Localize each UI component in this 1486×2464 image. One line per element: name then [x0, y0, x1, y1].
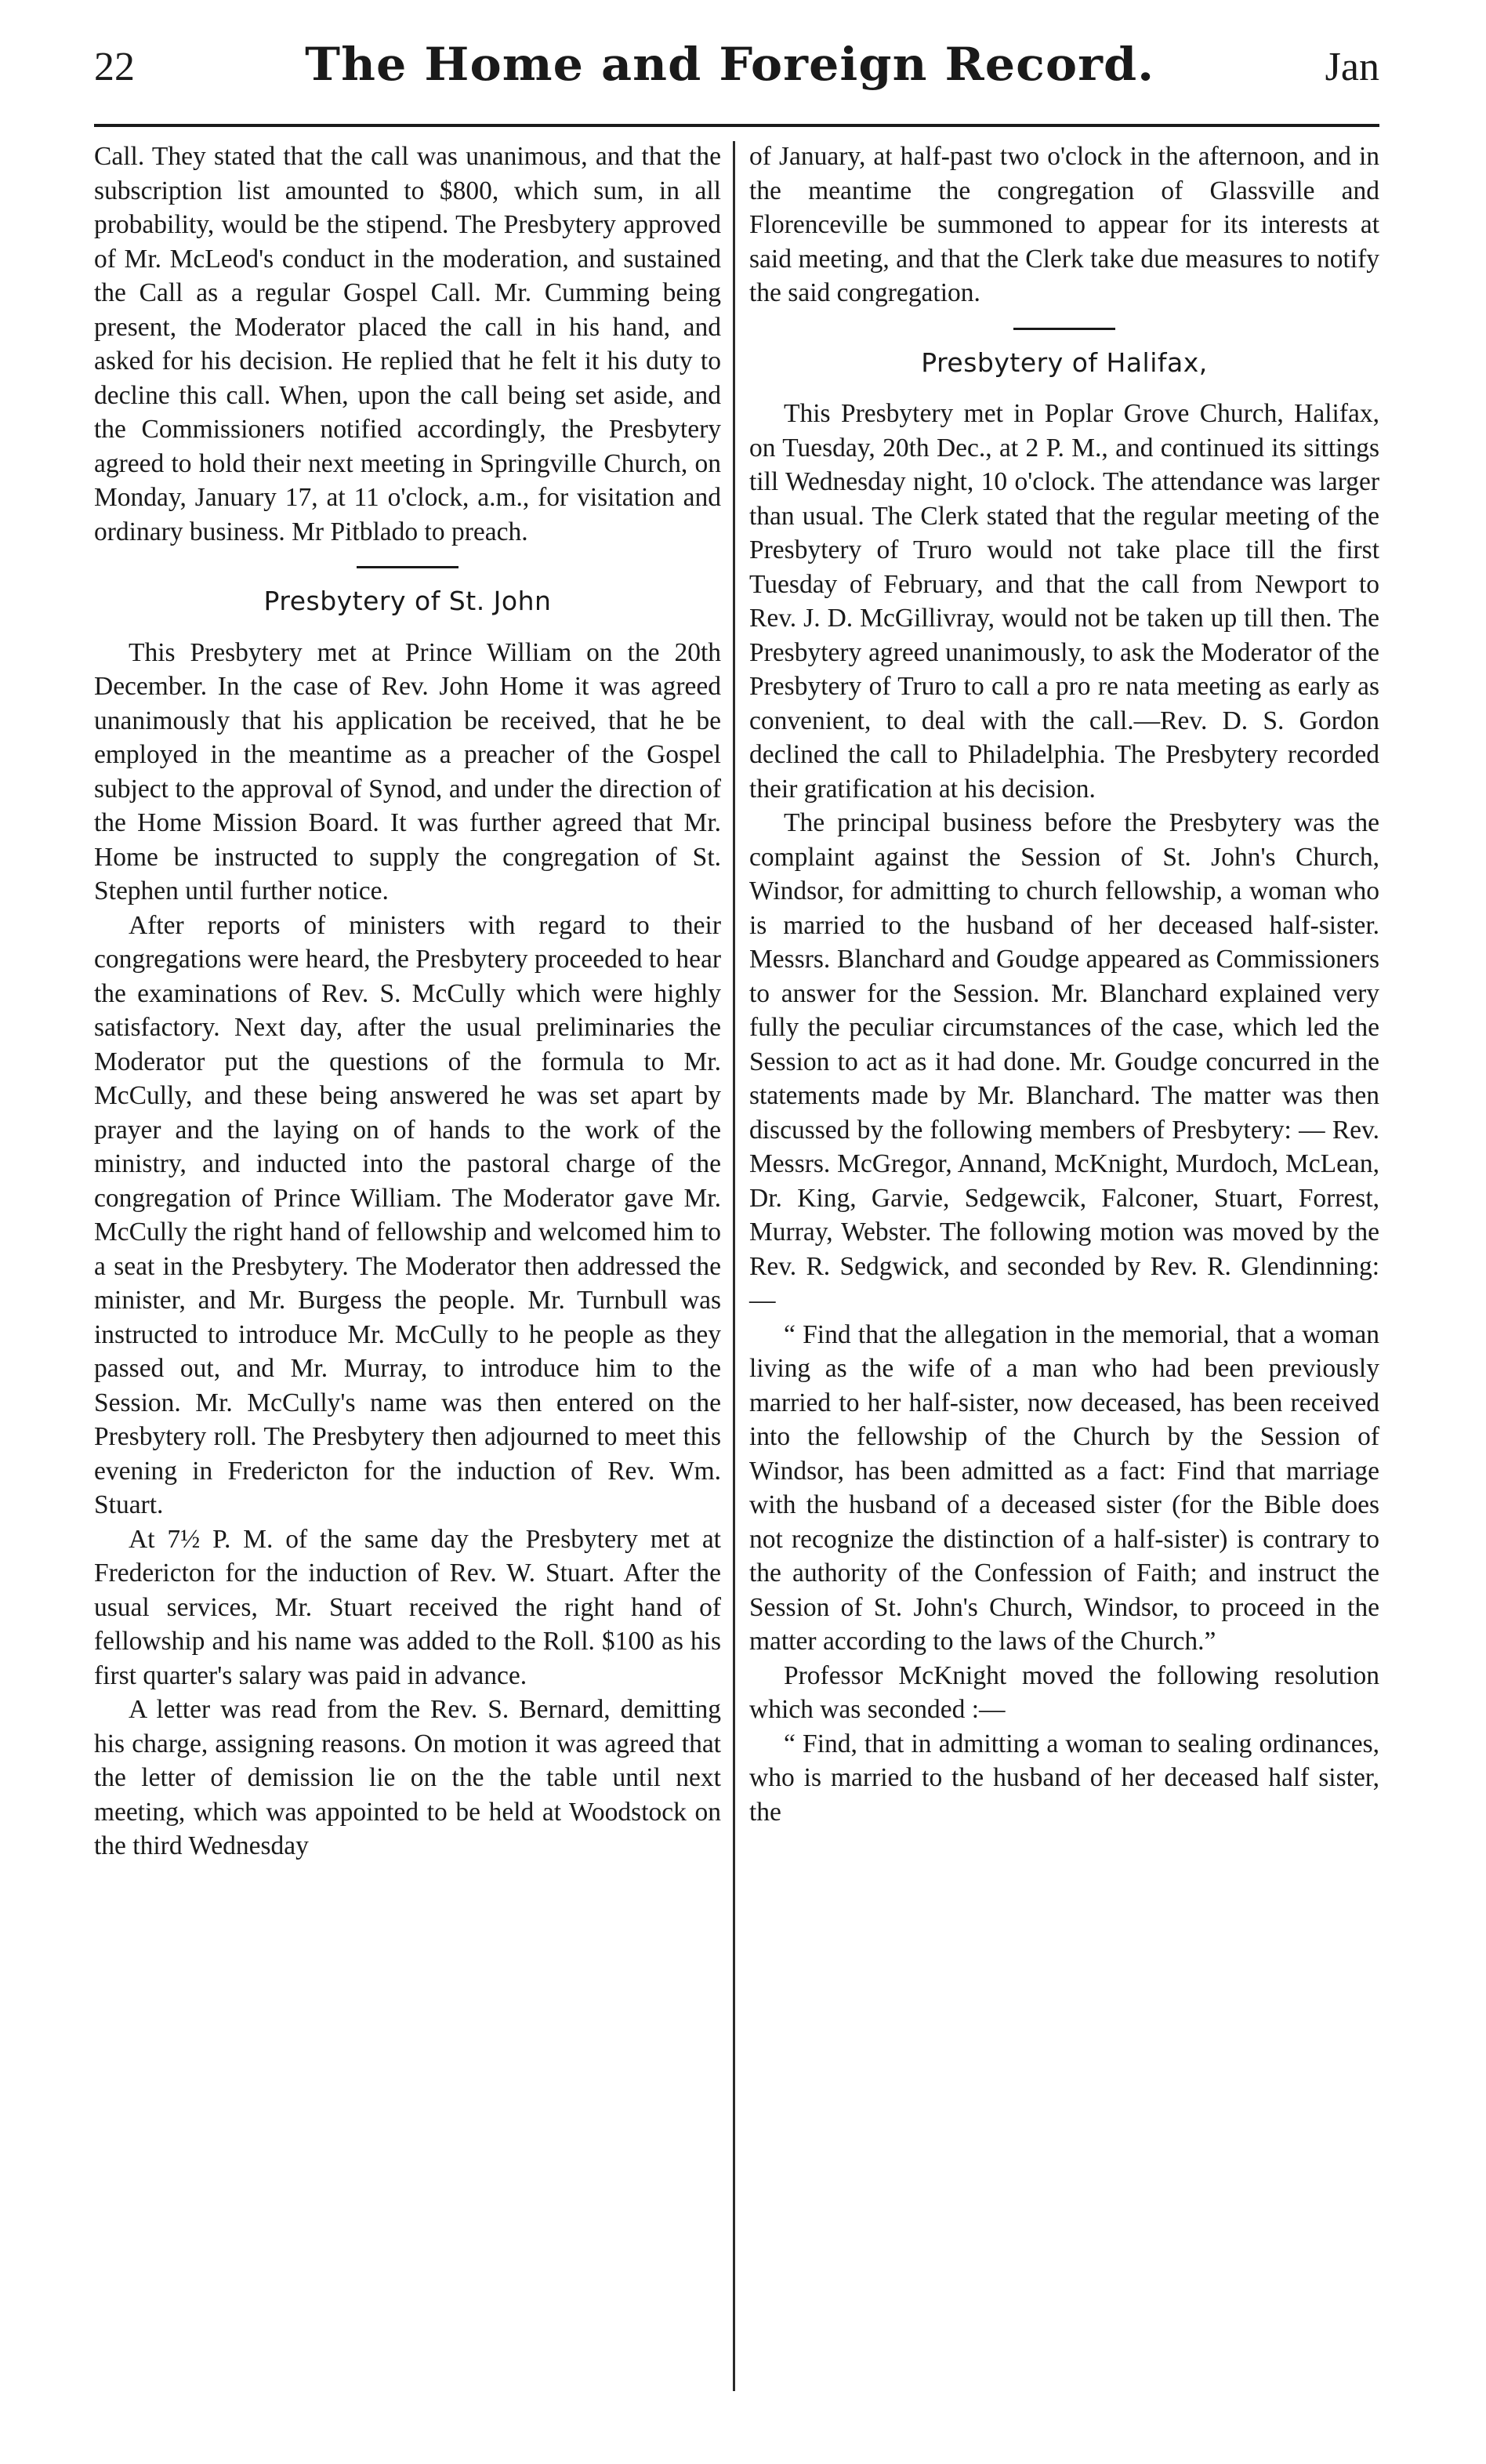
section-title-halifax: Presbytery of Halifax, [921, 347, 1208, 378]
page-number: 22 [94, 45, 135, 89]
left-paragraph-2: This Presbytery met at Prince William on the 20th December. In the case of Rev. John Home it was agreed unanimously that his application be received, that he be employed in the meantime as a preacher of the Gospel subject to the approval of Synod, and under the direction of the Home Mission Board. It was further agreed that Mr. Home be instructed to supply the congregation of St. Stephen until further notice. [94, 637, 721, 905]
left-paragraph-5: A letter was read from the Rev. S. Bernard, demitting his charge, assigning reasons. On motion it was agreed that the letter of demission lie on the the table until next meeting, which was appointed to be held at Woodstock on the third Wednesday [94, 1695, 721, 1860]
left-paragraph-4: At 7½ P. M. of the same day the Presbytery met at Fredericton for the induction of Rev. W. Stuart. After the usual services, Mr. Stuart received the right hand of fellowship and his name was added to the Roll. $100 as his first quarter's salary was paid in advance. [94, 1524, 721, 1690]
left-paragraph-1: Call. They stated that the call was unanimous, and that the subscription list amounted to $800, which sum, in all probability, would be the stipend. The Presbytery approved of Mr. McLeod's conduct in the moderation, and sustained the Call as a regular Gospel Call. Mr. Cumming being present, the Moderator placed the call in his hand, and asked for his decision. He replied that he felt it his duty to decline this call. When, upon the call being set aside, and the Commissioners notified accordingly, the Presbytery agreed to hold their next meeting in Springville Church, on Monday, January 17, at 11 o'clock, a.m., for visitation and ordinary business. Mr Pitblado to preach. [94, 142, 721, 546]
right-column [749, 140, 1379, 1829]
right-paragraph-2: This Presbytery met in Poplar Grove Church, Halifax, on Tuesday, 20th Dec., at 2 P. M., and continued its sittings till Wednesday night, 10 o'clock. The attendance was larger than usual. The Clerk stated that the regular meeting of the Presbytery of Truro would not take place till the first Tuesday of February, and that the call from Newport to Rev. J. D. McGillivray, would not be taken up till then. The Presbytery agreed unanimously, to ask the Moderator of the Presbytery of Truro to call a pro re nata meeting as early as convenient, to deal with the call.—Rev. D. S. Gordon declined the call to Philadelphia. The Presbytery recorded their gratification at his decision. [749, 399, 1379, 804]
right-paragraph-6-quote: “ Find, that in admitting a woman to sealing ordinances, who is married to the husband of her deceased half sister, the [749, 1729, 1379, 1827]
right-paragraph-4-quote: “ Find that the allegation in the memorial, that a woman living as the wife of a man who had been previously married to her half-sister, now deceased, has been received into the fellowship of the Church by the Session of Windsor, has been admitted as a fact: Find that marriage with the husband of a deceased sister (for the Bible does not recognize the distinction of a half-sister) is contrary to the authority of the Confession of Faith; and instruct the Session of St. John's Church, Windsor, to proceed in the matter according to the laws of the Church.” [749, 1319, 1379, 1656]
running-head [94, 38, 1379, 127]
left-paragraph-3: After reports of ministers with regard to their congregations were heard, the Presbytery proceeded to hear the examinations of Rev. S. McCully which were highly satisfactory. Next day, after the usual preliminaries the Moderator put the questions of the formula to Mr. McCully, and these being answered he was set apart by prayer and the laying on of hands to the work of the ministry, and inducted into the pastoral charge of the congregation of Prince William. The Moderator gave Mr. McCully the right hand of fellowship and welcomed him to a seat in the Presbytery. The Moderator then addressed the minister, and Mr. Burgess the people. Mr. Turnbull was instructed to introduce Mr. McCully to he people as they passed out, and Mr. Murray, to introduce him to the Session. Mr. McCully's name was then entered on the Presbytery roll. The Presbytery then adjourned to meet this evening in Fredericton for the induction of Rev. Wm. Stuart. [94, 910, 721, 1519]
section-divider [357, 566, 458, 568]
running-head-month: Jan [1325, 45, 1379, 89]
column-rule [733, 141, 735, 2391]
section-title-st-john: Presbytery of St. John [263, 586, 552, 616]
journal-title: The Home and Foreign Record. [305, 38, 1155, 91]
section-divider [1013, 328, 1115, 330]
right-paragraph-3: The principal business before the Presbytery was the complaint against the Session of St. John's Church, Windsor, for admitting to church fellowship, a woman who is married to the husband of her deceased half-sister. Messrs. Blanchard and Goudge appeared as Commissioners to answer for the Session. Mr. Blanchard explained very fully the peculiar circumstances of the case, which led the Session to act as it had done. Mr. Goudge concurred in the statements made by Mr. Blanchard. The matter was then discussed by the following members of Presbytery: — Rev. Messrs. McGregor, Annand, McKnight, Murdoch, McLean, Dr. King, Garvie, Sedgewcik, Falconer, Stuart, Forrest, Murray, Webster. The following motion was moved by the Rev. R. Sedgwick, and seconded by Rev. R. Glendinning:— [749, 808, 1379, 1315]
right-paragraph-5: Professor McKnight moved the following resolution which was seconded :— [749, 1660, 1379, 1724]
right-paragraph-1: of January, at half-past two o'clock in the afternoon, and in the meantime the congregation of Glassville and Florenceville be summoned to appear for its interests at said meeting, and that the Clerk take due measures to notify the said congregation. [749, 142, 1379, 307]
left-column [94, 140, 721, 1863]
